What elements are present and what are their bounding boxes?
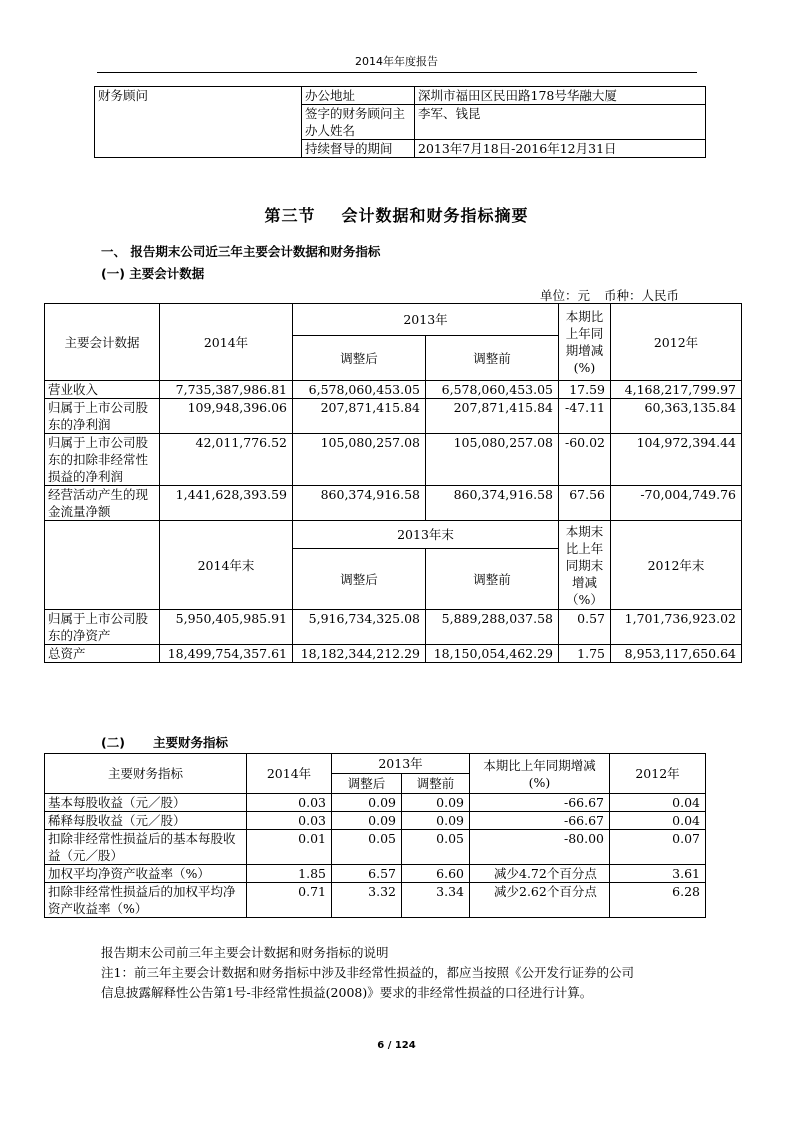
value-adj-after: 0.09 (332, 812, 402, 830)
row-label: 扣除非经常性损益后的基本每股收益（元／股） (45, 830, 247, 865)
value-change: -66.67 (470, 794, 610, 812)
table-row (45, 381, 742, 399)
col-header-2014-end: 2014年末 (160, 521, 293, 610)
page-number: 6 / 124 (377, 1040, 416, 1051)
value-2012: 8,953,117,650.64 (611, 645, 742, 663)
table-row (45, 883, 706, 918)
value-change: -80.00 (470, 830, 610, 865)
row-label: 扣除非经常性损益后的加权平均净资产收益率（%） (45, 883, 247, 918)
col-header-change: 本期比上年同期增减(%) (559, 304, 611, 381)
value-change: -66.67 (470, 812, 610, 830)
value-2012: 0.07 (610, 830, 706, 865)
value-adj-before: 207,871,415.84 (426, 399, 559, 434)
row-label: 总资产 (45, 645, 160, 663)
section-number: 第三节 (264, 206, 316, 225)
col-header-item: 主要会计数据 (45, 304, 160, 381)
value-adj-after: 6.57 (332, 865, 402, 883)
heading-3-num: (二) (101, 735, 125, 750)
value-2014: 0.71 (247, 883, 332, 918)
col-header-item: 主要财务指标 (45, 754, 247, 794)
advisor-key: 签字的财务顾问主办人姓名 (302, 105, 415, 140)
advisor-key: 持续督导的期间 (302, 140, 415, 158)
value-2014: 7,735,387,986.81 (160, 381, 293, 399)
row-label: 加权平均净资产收益率（%） (45, 865, 247, 883)
value-adj-before: 0.09 (402, 812, 470, 830)
table-row (45, 865, 706, 883)
value-adj-before: 105,080,257.08 (426, 434, 559, 486)
table-row (45, 486, 742, 521)
value-change: 0.57 (559, 610, 611, 645)
value-2012: 0.04 (610, 812, 706, 830)
col-header-2014: 2014年 (247, 754, 332, 794)
value-2014: 0.03 (247, 812, 332, 830)
row-label: 经营活动产生的现金流量净额 (45, 486, 160, 521)
row-label: 归属于上市公司股东的净资产 (45, 610, 160, 645)
value-adj-after: 0.09 (332, 794, 402, 812)
col-header-adj-before: 调整前 (402, 774, 470, 794)
value-2012: 3.61 (610, 865, 706, 883)
value-adj-before: 860,374,916.58 (426, 486, 559, 521)
value-adj-after: 6,578,060,453.05 (293, 381, 426, 399)
heading-1: 一、 报告期末公司近三年主要会计数据和财务指标 (101, 244, 381, 259)
value-2012: 60,363,135.84 (611, 399, 742, 434)
col-header-2012: 2012年 (611, 304, 742, 381)
col-header-adj-before: 调整前 (426, 336, 559, 381)
value-2012: 6.28 (610, 883, 706, 918)
advisor-value: 李军、钱昆 (415, 105, 706, 140)
notes-title: 报告期末公司前三年主要会计数据和财务指标的说明 (101, 945, 389, 960)
col-header-2013: 2013年 (332, 754, 470, 774)
col-header-2013: 2013年 (293, 304, 559, 336)
value-adj-after: 207,871,415.84 (293, 399, 426, 434)
advisor-label: 财务顾问 (95, 87, 302, 158)
value-2014: 18,499,754,357.61 (160, 645, 293, 663)
table-row (45, 794, 706, 812)
value-2014: 1.85 (247, 865, 332, 883)
table-row (45, 812, 706, 830)
heading-3 (101, 733, 228, 751)
value-adj-before: 3.34 (402, 883, 470, 918)
advisor-table (94, 86, 706, 158)
value-change: 67.56 (559, 486, 611, 521)
col-header-change-end: 本期末比上年同期末增减（%） (559, 521, 611, 610)
value-adj-after: 0.05 (332, 830, 402, 865)
table-row (45, 399, 742, 434)
value-adj-before: 6,578,060,453.05 (426, 381, 559, 399)
header-divider (97, 72, 697, 73)
heading-3-title: 主要财务指标 (152, 735, 228, 750)
value-adj-before: 0.09 (402, 794, 470, 812)
value-2012: 4,168,217,799.97 (611, 381, 742, 399)
unit-label: 单位：元 (540, 288, 591, 303)
value-change: -60.02 (559, 434, 611, 486)
col-header-change: 本期比上年同期增减(%) (470, 754, 610, 794)
row-label: 基本每股收益（元／股） (45, 794, 247, 812)
value-2014: 1,441,628,393.59 (160, 486, 293, 521)
advisor-key: 办公地址 (302, 87, 415, 105)
value-change: 减少4.72个百分点 (470, 865, 610, 883)
section-title (0, 203, 793, 226)
col-header-adj-after: 调整后 (332, 774, 402, 794)
value-change: -47.11 (559, 399, 611, 434)
section-name: 会计数据和财务指标摘要 (341, 206, 529, 225)
col-header-2013-end: 2013年末 (293, 521, 559, 549)
col-header-2014: 2014年 (160, 304, 293, 381)
table-row (45, 830, 706, 865)
col-header-adj-before: 调整前 (426, 549, 559, 610)
col-header-adj-after: 调整后 (293, 336, 426, 381)
value-adj-before: 0.05 (402, 830, 470, 865)
row-label: 稀释每股收益（元／股） (45, 812, 247, 830)
value-change: 1.75 (559, 645, 611, 663)
row-label: 归属于上市公司股东的净利润 (45, 399, 160, 434)
value-adj-before: 18,150,054,462.29 (426, 645, 559, 663)
value-adj-after: 18,182,344,212.29 (293, 645, 426, 663)
value-adj-after: 860,374,916.58 (293, 486, 426, 521)
accounting-data-table (44, 303, 742, 663)
heading-2: (一) 主要会计数据 (101, 266, 205, 281)
unit-note (540, 286, 679, 304)
table-row (45, 434, 742, 486)
value-2014: 0.01 (247, 830, 332, 865)
note-line-1: 注1：前三年主要会计数据和财务指标中涉及非经常性损益的，都应当按照《公开发行证券的公司 (101, 965, 634, 980)
table-row (45, 610, 742, 645)
value-2014: 109,948,396.06 (160, 399, 293, 434)
value-adj-after: 3.32 (332, 883, 402, 918)
value-2014: 5,950,405,985.91 (160, 610, 293, 645)
value-2012: 0.04 (610, 794, 706, 812)
financial-indicators-table (44, 753, 706, 918)
value-2012: 1,701,736,923.02 (611, 610, 742, 645)
value-2012: -70,004,749.76 (611, 486, 742, 521)
value-2014: 0.03 (247, 794, 332, 812)
value-2014: 42,011,776.52 (160, 434, 293, 486)
row-label: 归属于上市公司股东的扣除非经常性损益的净利润 (45, 434, 160, 486)
report-header-title: 2014年年度报告 (355, 55, 438, 68)
note-line-2: 信息披露解释性公告第1号-非经常性损益(2008)》要求的非经常性损益的口径进行计算。 (101, 985, 593, 1000)
row-label: 营业收入 (45, 381, 160, 399)
table-row (45, 645, 742, 663)
col-header-2012-end: 2012年末 (611, 521, 742, 610)
value-adj-after: 5,916,734,325.08 (293, 610, 426, 645)
value-adj-before: 5,889,288,037.58 (426, 610, 559, 645)
advisor-value: 2013年7月18日-2016年12月31日 (415, 140, 706, 158)
value-adj-after: 105,080,257.08 (293, 434, 426, 486)
blank-header-cell (45, 521, 160, 610)
value-adj-before: 6.60 (402, 865, 470, 883)
currency-label: 币种：人民币 (604, 288, 680, 303)
value-change: 17.59 (559, 381, 611, 399)
advisor-value: 深圳市福田区民田路178号华融大厦 (415, 87, 706, 105)
value-2012: 104,972,394.44 (611, 434, 742, 486)
col-header-2012: 2012年 (610, 754, 706, 794)
col-header-adj-after: 调整后 (293, 549, 426, 610)
value-change: 减少2.62个百分点 (470, 883, 610, 918)
